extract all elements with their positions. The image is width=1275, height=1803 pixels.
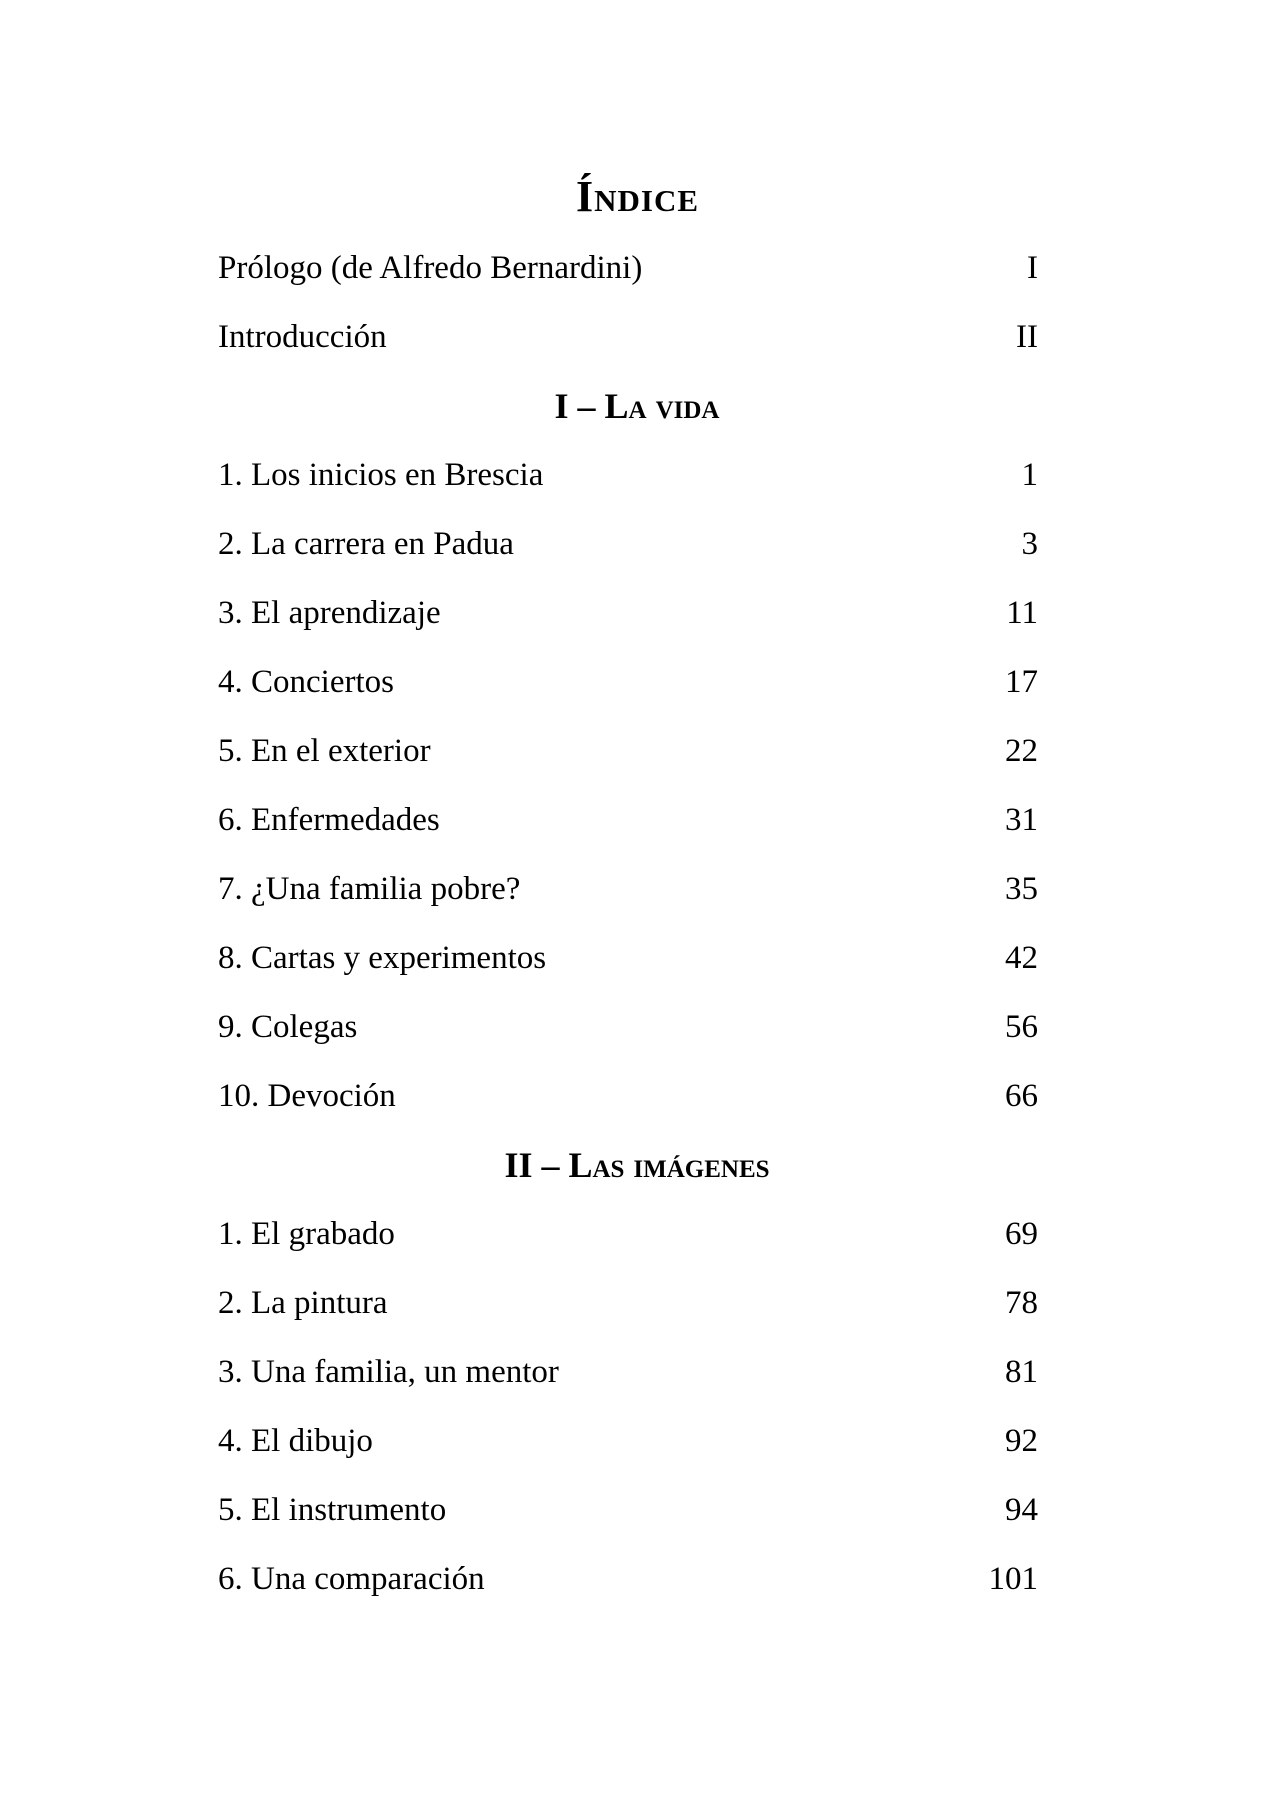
entry-label: Prólogo (de Alfredo Bernardini) (218, 250, 643, 286)
toc-entry (218, 441, 1038, 510)
toc-entry (218, 786, 1038, 855)
section-heading: II – Las imágenes (504, 1145, 770, 1185)
entry-label: 1. Los inicios en Brescia (218, 457, 544, 493)
entry-page-number: 81 (1005, 1354, 1038, 1390)
entry-label: Introducción (218, 319, 387, 355)
entry-page-number: 92 (1005, 1423, 1038, 1459)
toc-entry (218, 510, 1038, 579)
entry-label: 6. Una comparación (218, 1561, 485, 1597)
entry-label: 4. El dibujo (218, 1423, 373, 1459)
entry-label: 5. El instrumento (218, 1492, 447, 1528)
entry-page-number: 3 (1021, 526, 1038, 562)
entry-label: 8. Cartas y experimentos (218, 940, 547, 976)
entry-label: 10. Devoción (218, 1078, 396, 1114)
toc-entry (218, 717, 1038, 786)
entry-page-number: 69 (1005, 1216, 1038, 1252)
entry-label: 7. ¿Una familia pobre? (218, 871, 521, 907)
entry-page-number: 94 (1005, 1492, 1038, 1528)
toc-entry (218, 1476, 1038, 1545)
entry-label: 2. La pintura (218, 1285, 388, 1321)
toc-entry (218, 1200, 1038, 1269)
entry-page-number: 42 (1005, 940, 1038, 976)
toc-entry (218, 579, 1038, 648)
entry-page-number: 35 (1005, 871, 1038, 907)
toc-entry (218, 1338, 1038, 1407)
toc-entry (218, 1545, 1038, 1614)
entry-page-number: 17 (1005, 664, 1038, 700)
entry-page-number: II (1016, 319, 1038, 355)
entry-label: 3. El aprendizaje (218, 595, 441, 631)
entry-label: 3. Una familia, un mentor (218, 1354, 559, 1390)
entry-page-number: I (1027, 250, 1038, 286)
entry-page-number: 31 (1005, 802, 1038, 838)
entry-page-number: 78 (1005, 1285, 1038, 1321)
entry-page-number: 56 (1005, 1009, 1038, 1045)
entry-page-number: 101 (988, 1561, 1038, 1597)
page-title: Índice (575, 172, 700, 221)
toc-entry (218, 924, 1038, 993)
section-heading: I – La vida (554, 386, 720, 426)
toc-entry (218, 1062, 1038, 1131)
toc-entry (218, 234, 1038, 303)
toc-entry (218, 303, 1038, 372)
toc-entry (218, 1407, 1038, 1476)
entry-label: 5. En el exterior (218, 733, 431, 769)
entry-page-number: 1 (1021, 457, 1038, 493)
entry-label: 1. El grabado (218, 1216, 395, 1252)
toc-entry (218, 1269, 1038, 1338)
entry-page-number: 66 (1005, 1078, 1038, 1114)
toc-entry (218, 855, 1038, 924)
entry-label: 2. La carrera en Padua (218, 526, 514, 562)
entry-page-number: 22 (1005, 733, 1038, 769)
entry-label: 4. Conciertos (218, 664, 394, 700)
entry-page-number: 11 (1006, 595, 1038, 631)
entry-label: 6. Enfermedades (218, 802, 440, 838)
entry-label: 9. Colegas (218, 1009, 358, 1045)
table-of-contents (0, 234, 1275, 1614)
toc-entry (218, 648, 1038, 717)
toc-entry (218, 993, 1038, 1062)
